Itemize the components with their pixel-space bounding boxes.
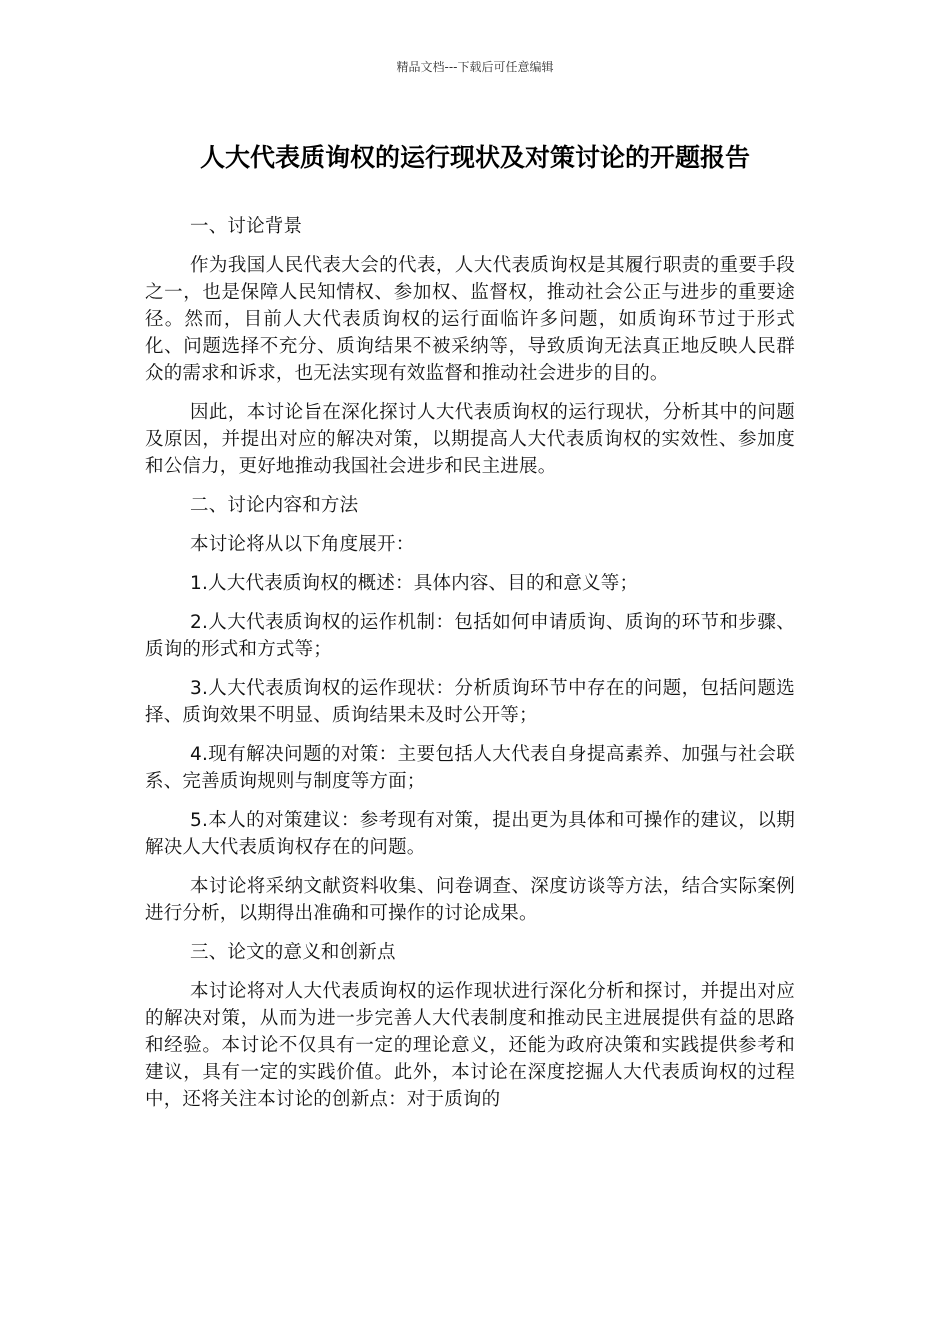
document-body (145, 213, 795, 1125)
list-item: 3.人大代表质询权的运作现状：分析质询环节中存在的问题，包括问题选择、质询效果不明显、质询结果未及时公开等； (145, 678, 795, 726)
paragraph: 本讨论将从以下角度展开： (190, 534, 415, 555)
section-heading-significance: 三、论文的意义和创新点 (190, 942, 396, 963)
section-heading-background: 一、讨论背景 (190, 216, 303, 237)
header-note: 精品文档---下载后可任意编辑 (396, 60, 554, 74)
list-item: 5.本人的对策建议：参考现有对策，提出更为具体和可操作的建议，以期解决人大代表质询权存在的问题。 (145, 810, 795, 858)
paragraph: 本讨论将对人大代表质询权的运作现状进行深化分析和探讨，并提出对应的解决对策，从而为进一步完善人大代表制度和推动民主进展提供有益的思路和经验。本讨论不仅具有一定的理论意义，还能为政府决策和实践提供参考和建议，具有一定的实践价值。此外，本讨论在深度挖掘人大代表质询权的过程中，还将关注本讨论的创新点：对于质询的 (145, 981, 795, 1110)
section-heading-content-method: 二、讨论内容和方法 (190, 495, 359, 516)
list-item: 1.人大代表质询权的概述：具体内容、目的和意义等； (190, 573, 639, 594)
list-item: 2.人大代表质询权的运作机制：包括如何申请质询、质询的环节和步骤、质询的形式和方式等； (145, 612, 795, 660)
paragraph: 因此，本讨论旨在深化探讨人大代表质询权的运行现状，分析其中的问题及原因，并提出对应的解决对策，以期提高人大代表质询权的实效性、参加度和公信力，更好地推动我国社会进步和民主进展。 (145, 402, 795, 477)
paragraph: 本讨论将采纳文献资料收集、问卷调查、深度访谈等方法，结合实际案例进行分析，以期得出准确和可操作的讨论成果。 (145, 876, 795, 924)
paragraph: 作为我国人民代表大会的代表，人大代表质询权是其履行职责的重要手段之一，也是保障人民知情权、参加权、监督权，推动社会公正与进步的重要途径。然而，目前人大代表质询权的运行面临许多问题，如质询环节过于形式化、问题选择不充分、质询结果不被采纳等，导致质询无法真正地反映人民群众的需求和诉求，也无法实现有效监督和推动社会进步的目的。 (145, 255, 795, 384)
list-item: 4.现有解决问题的对策：主要包括人大代表自身提高素养、加强与社会联系、完善质询规则与制度等方面； (145, 744, 795, 792)
document-title: 人大代表质询权的运行现状及对策讨论的开题报告 (199, 143, 750, 172)
